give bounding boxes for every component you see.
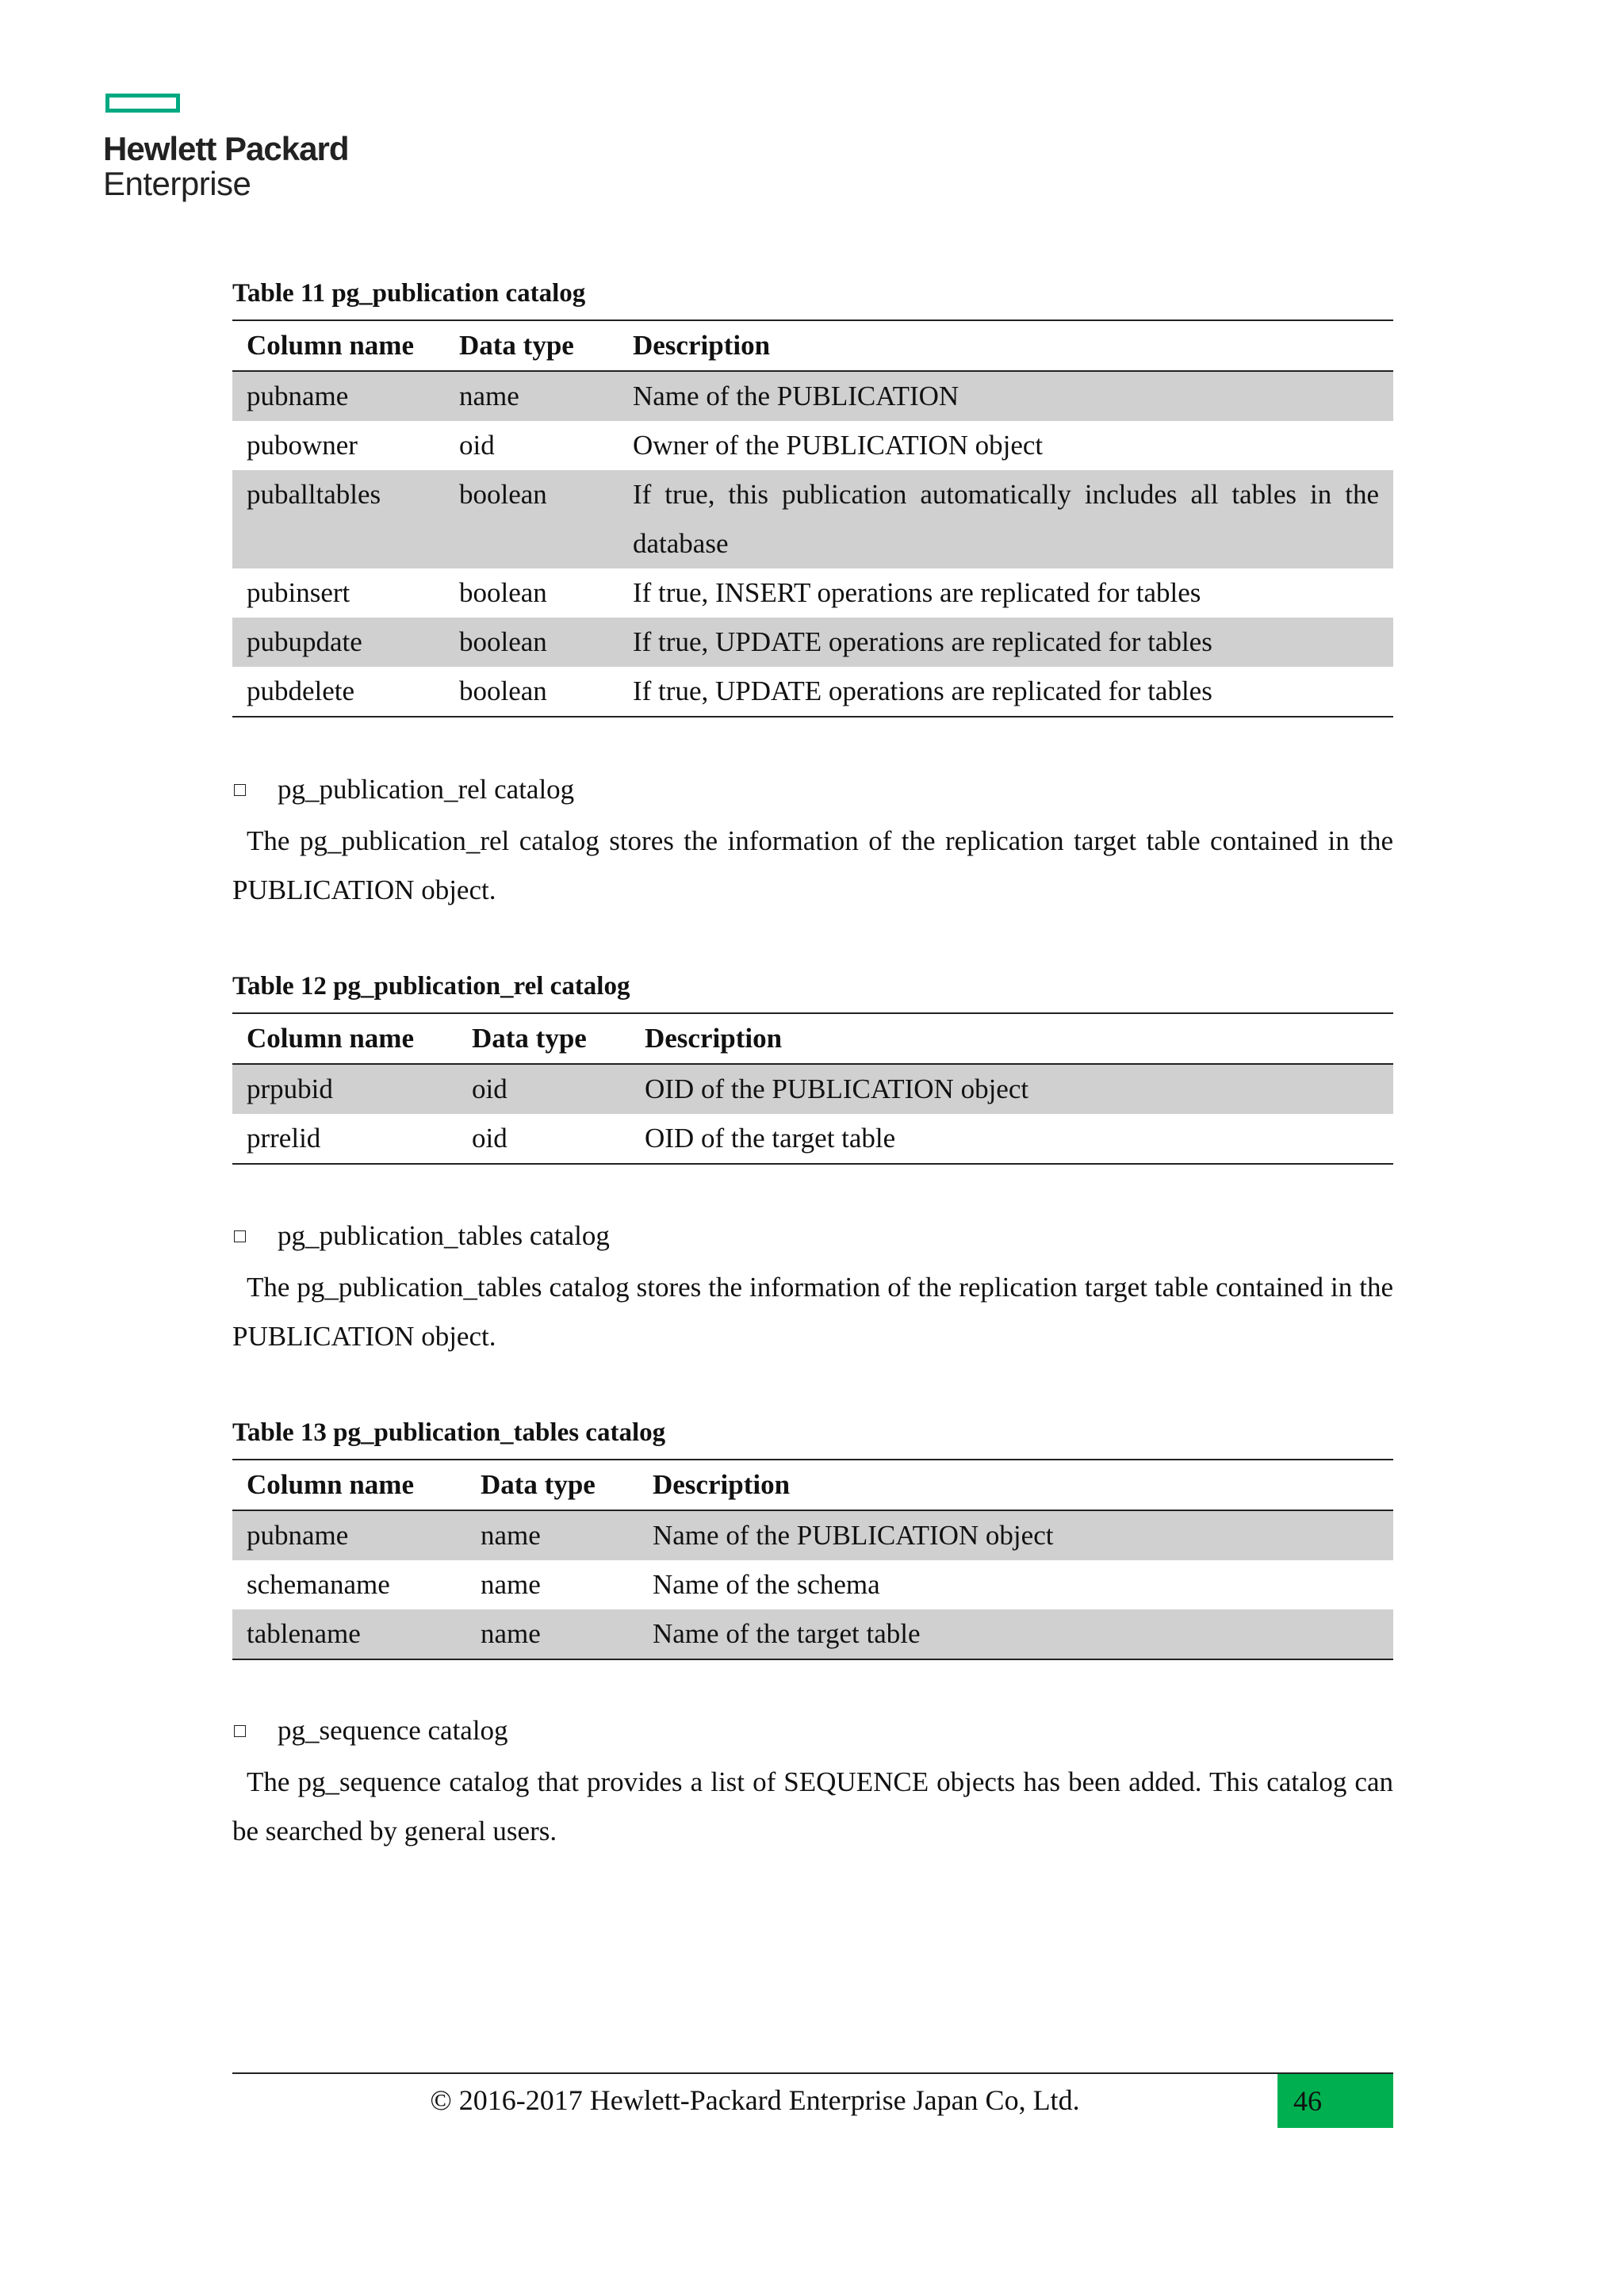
table-row	[232, 618, 1393, 667]
cell-data-type: boolean	[459, 577, 547, 608]
hpe-logo	[103, 94, 357, 205]
hpe-logo-rectangle-icon	[105, 94, 180, 113]
table-row	[232, 470, 1393, 568]
cell-column-name: pubname	[232, 1510, 466, 1560]
cell-description: If true, UPDATE operations are replicated for tables	[619, 618, 1393, 667]
cell-column-name: pubinsert	[247, 577, 350, 608]
cell-description: Name of the target table	[638, 1609, 1393, 1659]
cell-description: Name of the PUBLICATION	[619, 371, 1393, 421]
cell-data-type: oid	[458, 1114, 630, 1164]
cell-description: OID of the target table	[630, 1114, 1393, 1164]
cell-data-type: boolean	[445, 618, 619, 667]
paragraph-sequence: The pg_sequence catalog that provides a list of SEQUENCE objects has been added. This catalog can be searched by general users.	[232, 1766, 1393, 1846]
square-bullet-icon	[234, 1725, 246, 1737]
table13-header-row	[232, 1460, 1393, 1510]
footer-copyright: © 2016-2017 Hewlett-Packard Enterprise Japan Co, Ltd.	[430, 2084, 1080, 2116]
table12-header-row	[232, 1013, 1393, 1064]
logo-text-line1: Hewlett Packard	[103, 130, 349, 167]
cell-data-type: name	[481, 1569, 541, 1600]
table11-header-column-name: Column name	[232, 320, 445, 371]
bullet-text: pg_publication_rel catalog	[278, 774, 575, 805]
cell-description: Owner of the PUBLICATION object	[633, 430, 1044, 461]
table-row	[232, 568, 1393, 618]
table-row	[232, 667, 1393, 717]
paragraph-publication-tables: The pg_publication_tables catalog stores the information of the replication target table contained in the PUBLICATION object.	[232, 1272, 1393, 1352]
cell-data-type: oid	[459, 430, 495, 461]
table13	[232, 1459, 1393, 1660]
table-row	[232, 1510, 1393, 1560]
square-bullet-icon	[234, 1230, 246, 1242]
square-bullet-icon	[234, 784, 246, 796]
table13-header-data-type: Data type	[466, 1460, 638, 1510]
table-row	[232, 1114, 1393, 1164]
table-row	[232, 1560, 1393, 1609]
cell-description: Name of the PUBLICATION object	[638, 1510, 1393, 1560]
table13-header-description: Description	[638, 1460, 1393, 1510]
cell-column-name: pubdelete	[232, 667, 445, 717]
table11-caption: Table 11 pg_publication catalog	[232, 279, 586, 308]
cell-column-name: pubowner	[247, 430, 358, 461]
table-row	[232, 1064, 1393, 1114]
page-number-badge: 46	[1277, 2074, 1393, 2128]
cell-description: If true, this publication automatically includes all tables in the database	[619, 470, 1393, 568]
table-row	[232, 421, 1393, 470]
cell-column-name: prrelid	[232, 1114, 458, 1164]
table13-header-column-name: Column name	[232, 1460, 466, 1510]
table12-header-description: Description	[630, 1013, 1393, 1064]
bullet-text: pg_sequence catalog	[278, 1715, 508, 1746]
cell-description: If true, INSERT operations are replicated for tables	[633, 577, 1201, 608]
cell-column-name: pubupdate	[232, 618, 445, 667]
table-row	[232, 1609, 1393, 1659]
table11-header-row	[232, 320, 1393, 371]
cell-data-type: name	[445, 371, 619, 421]
cell-column-name: tablename	[232, 1609, 466, 1659]
table11-header-description: Description	[619, 320, 1393, 371]
logo-text-line2: Enterprise	[103, 165, 251, 202]
cell-description: OID of the PUBLICATION object	[630, 1064, 1393, 1114]
cell-data-type: boolean	[445, 667, 619, 717]
cell-column-name: prpubid	[232, 1064, 458, 1114]
bullet-text: pg_publication_tables catalog	[278, 1220, 610, 1251]
table12-header-column-name: Column name	[232, 1013, 458, 1064]
cell-description: If true, UPDATE operations are replicated for tables	[619, 667, 1393, 717]
cell-data-type: name	[466, 1609, 638, 1659]
table12	[232, 1012, 1393, 1165]
cell-data-type: name	[466, 1510, 638, 1560]
cell-data-type: oid	[458, 1064, 630, 1114]
table11-header-data-type: Data type	[445, 320, 619, 371]
paragraph-publication-rel: The pg_publication_rel catalog stores the information of the replication target table contained in the PUBLICATION object.	[232, 825, 1393, 905]
cell-column-name: pubname	[232, 371, 445, 421]
table-row	[232, 371, 1393, 421]
cell-column-name: schemaname	[247, 1569, 390, 1600]
cell-column-name: puballtables	[232, 470, 445, 568]
table13-caption: Table 13 pg_publication_tables catalog	[232, 1418, 666, 1447]
table11	[232, 320, 1393, 718]
footer-divider	[232, 2072, 1393, 2074]
section-bullet-publication-rel	[232, 774, 574, 806]
section-bullet-publication-tables	[232, 1220, 610, 1252]
section-bullet-sequence	[232, 1715, 508, 1747]
cell-data-type: boolean	[445, 470, 619, 568]
cell-description: Name of the schema	[653, 1569, 880, 1600]
table12-caption: Table 12 pg_publication_rel catalog	[232, 972, 630, 1001]
table12-header-data-type: Data type	[458, 1013, 630, 1064]
